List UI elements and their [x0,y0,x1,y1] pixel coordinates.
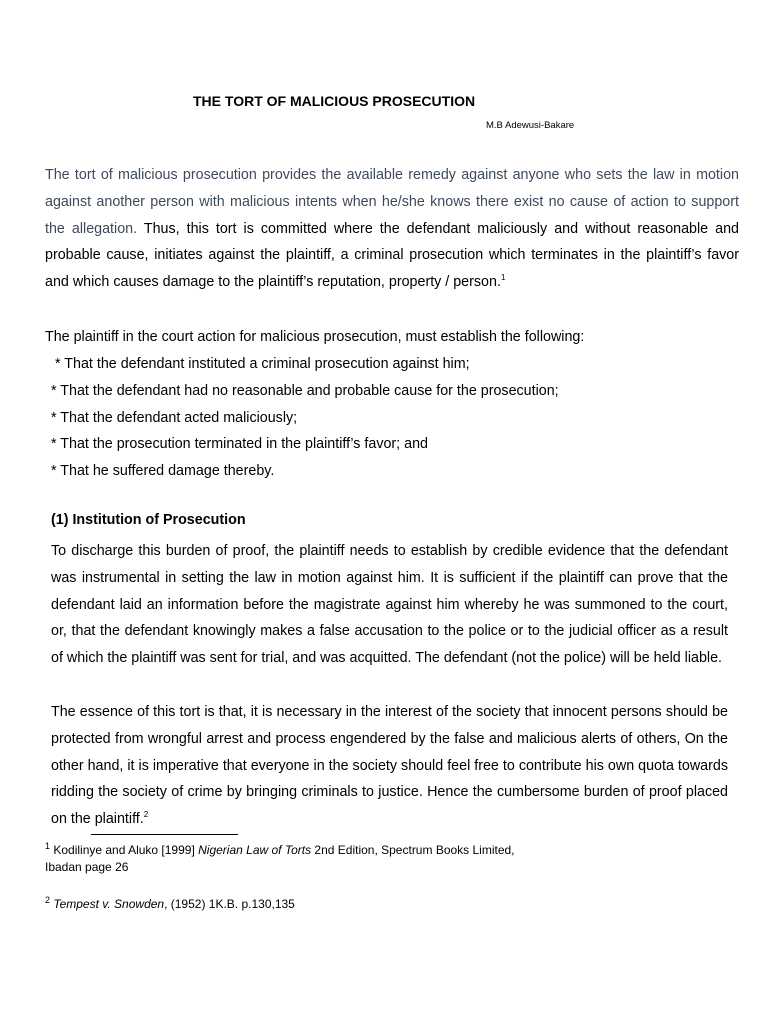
footnote-1 [45,842,515,876]
section-paragraph-1: To discharge this burden of proof, the plaintiff needs to establish by credible evidence that the defendant was instrumental in setting the law in motion against him. It is sufficient if the plaintiff can prove that the defendant laid an information before the magistrate against him whereby he was summoned to the court, or, that the defendant knowingly makes a false accusation to the police or to the judicial officer as a result of which the plaintiff was sent for trial, and was acquitted. The defendant (not the police) will be held liable. [51,543,728,667]
requirement-item: * That the defendant had no reasonable and probable cause for the prosecution; [51,382,559,399]
section-heading: (1) Institution of Prosecution [51,512,246,528]
footnote-separator [91,834,238,835]
document-title: THE TORT OF MALICIOUS PROSECUTION [193,93,476,109]
footnote-ref-1: 1 [500,273,506,283]
footnote-number: 2 [45,895,51,905]
footnote-title: Nigerian Law of Torts [198,843,312,857]
footnote-text: Ibadan page 26 [45,860,129,874]
requirement-item: * That the defendant instituted a criminal prosecution against him; [55,356,470,372]
intro-lead-text: The tort of malicious prosecution provides the available remedy against anyone who sets the law in motion against another person with malicious intents when he/she knows there exist no cause of action to support the allegation. [45,167,739,237]
footnote-text: Kodilinye and Aluko [1999] [50,843,199,857]
requirement-item: * That the defendant acted maliciously; [51,409,298,426]
intro-body-text: Thus, this tort is committed where the defendant maliciously and without reasonable and probable cause, initiates against the plaintiff, a criminal prosecution which terminates in the plaintiff’s favor and which causes damage to the plaintiff’s reputation, property / person. [45,220,740,291]
requirements-lead: The plaintiff in the court action for malicious prosecution, must establish the following: [45,329,585,345]
footnote-number: 1 [45,841,51,851]
footnote-case-name: Tempest v. Snowden [53,897,165,911]
footnote-2 [45,896,295,913]
requirement-item: * That he suffered damage thereby. [51,463,275,480]
footnote-text: 2nd Edition, Spectrum Books Limited, [311,843,515,857]
footnote-text: , (1952) 1K.B. p.130,135 [164,897,295,911]
requirements-list [51,351,559,485]
intro-paragraph [45,162,739,296]
footnote-ref-2: 2 [143,810,149,820]
section-paragraph-2-text: The essence of this tort is that, it is necessary in the interest of the society that innocent persons should be protected from wrongful arrest and process engendered by the false and malicious alerts of others, On the other hand, it is imperative that everyone in the society should feel free to contribute his own quota towards ridding the society of crime by bringing criminals to justice. Hence the cumbersome burden of proof placed on the plaintiff. [51,704,728,828]
section-paragraph-2 [51,699,728,833]
requirement-item: * That the prosecution terminated in the plaintiff’s favor; and [51,436,428,453]
author-name: M.B Adewusi-Bakare [486,120,575,131]
